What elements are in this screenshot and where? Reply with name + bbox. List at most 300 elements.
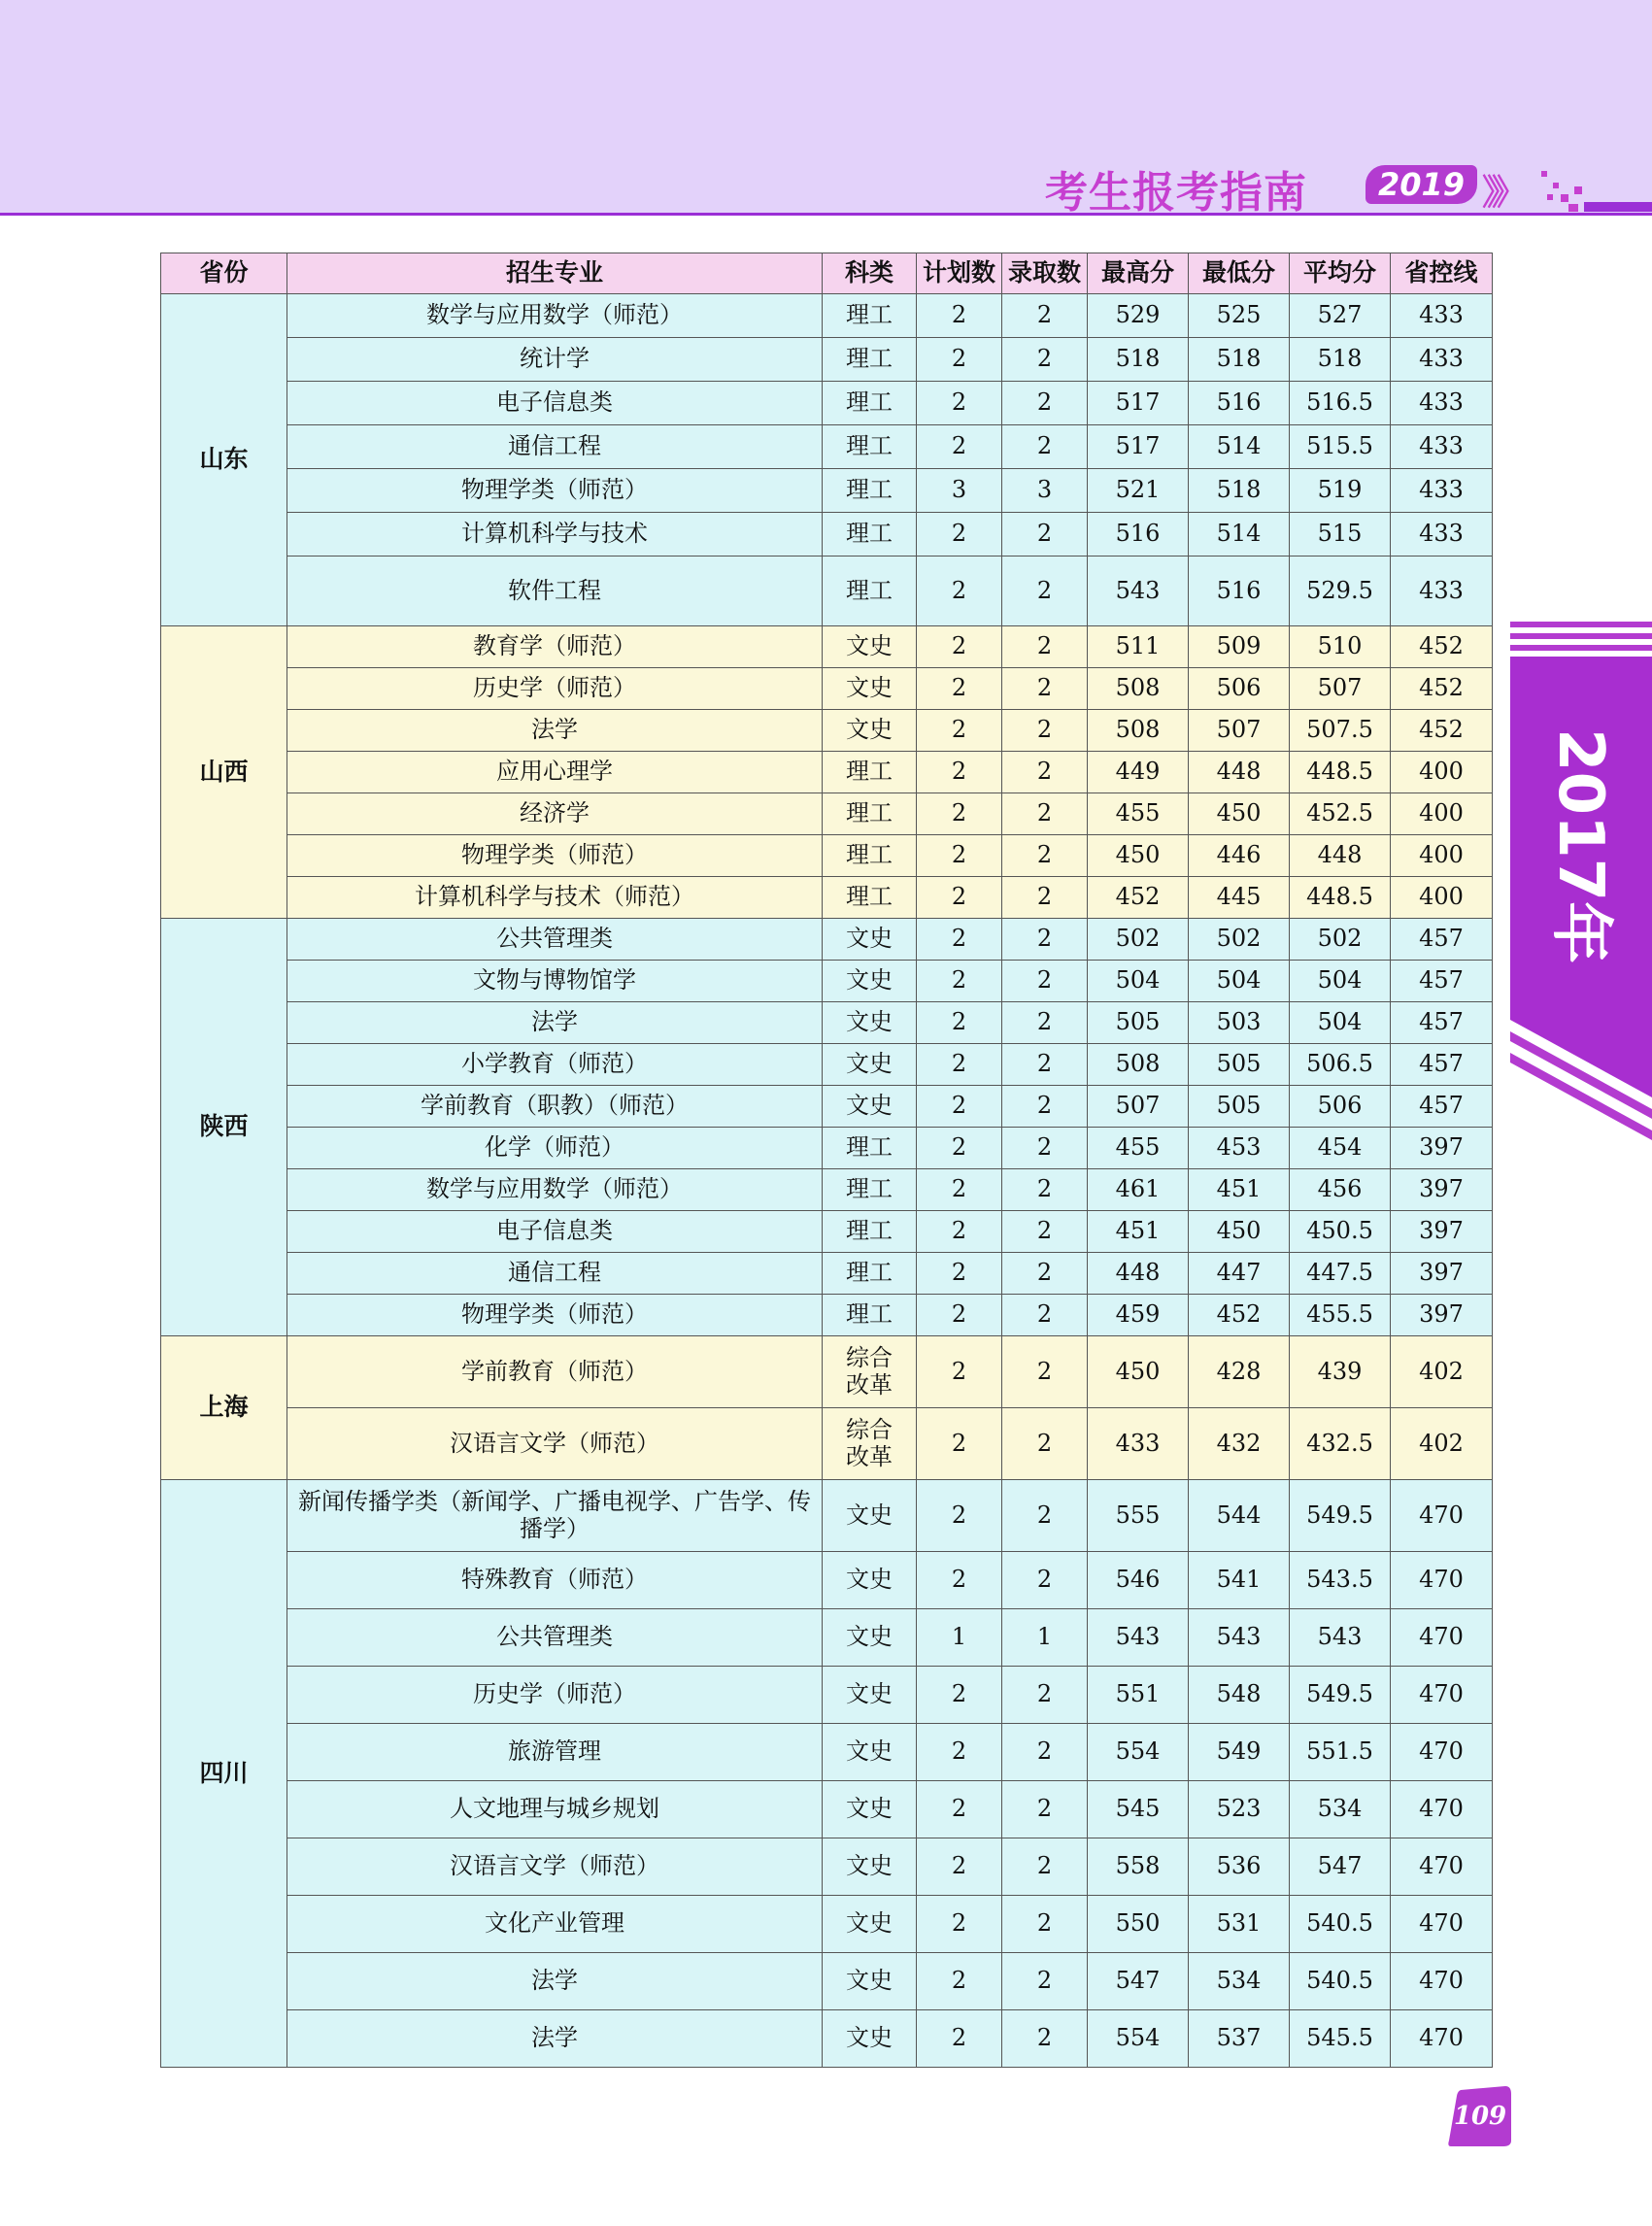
category-cell: 文史 [823,1552,917,1609]
column-header: 最高分 [1088,253,1189,294]
control-cell: 457 [1391,1086,1493,1128]
control-cell: 433 [1391,338,1493,382]
plan-cell: 2 [917,1211,1002,1253]
province-cell: 四川 [161,1480,287,2068]
plan-cell: 2 [917,1002,1002,1044]
min-cell: 537 [1189,2010,1290,2068]
category-cell: 理工 [823,294,917,338]
control-cell: 400 [1391,793,1493,835]
table-row [161,668,1493,710]
max-cell: 455 [1088,1128,1189,1169]
category-cell: 理工 [823,425,917,469]
year-side-tab [1510,622,1652,1175]
max-cell: 543 [1088,1609,1189,1667]
category-cell: 理工 [823,513,917,556]
min-cell: 514 [1189,513,1290,556]
min-cell: 525 [1189,294,1290,338]
max-cell: 521 [1088,469,1189,513]
control-cell: 402 [1391,1336,1493,1408]
plan-cell: 2 [917,877,1002,919]
min-cell: 432 [1189,1408,1290,1480]
plan-cell: 2 [917,626,1002,668]
plan-cell: 2 [917,1781,1002,1838]
major-cell: 汉语言文学（师范） [287,1838,823,1896]
control-cell: 470 [1391,1724,1493,1781]
max-cell: 508 [1088,1044,1189,1086]
plan-cell: 2 [917,2010,1002,2068]
admit-cell: 3 [1002,469,1088,513]
major-cell: 物理学类（师范） [287,835,823,877]
min-cell: 531 [1189,1896,1290,1953]
control-cell: 452 [1391,626,1493,668]
category-cell: 理工 [823,1295,917,1336]
avg-cell: 506.5 [1290,1044,1391,1086]
major-cell: 公共管理类 [287,1609,823,1667]
major-cell: 汉语言文学（师范） [287,1408,823,1480]
admit-cell: 2 [1002,1295,1088,1336]
admit-cell: 2 [1002,1408,1088,1480]
category-cell: 文史 [823,1086,917,1128]
plan-cell: 2 [917,1408,1002,1480]
table-row [161,961,1493,1002]
category-cell: 理工 [823,1169,917,1211]
major-cell: 旅游管理 [287,1724,823,1781]
category-cell: 文史 [823,1480,917,1552]
table-row [161,425,1493,469]
admit-cell: 2 [1002,1169,1088,1211]
min-cell: 504 [1189,961,1290,1002]
province-cell: 上海 [161,1336,287,1480]
avg-cell: 545.5 [1290,2010,1391,2068]
major-cell: 物理学类（师范） [287,469,823,513]
admit-cell: 2 [1002,294,1088,338]
max-cell: 551 [1088,1667,1189,1724]
plan-cell: 2 [917,556,1002,626]
control-cell: 452 [1391,710,1493,752]
category-cell: 理工 [823,556,917,626]
column-header: 省控线 [1391,253,1493,294]
major-cell: 公共管理类 [287,919,823,961]
admit-cell: 2 [1002,425,1088,469]
max-cell: 517 [1088,382,1189,425]
avg-cell: 547 [1290,1838,1391,1896]
plan-cell: 2 [917,1896,1002,1953]
major-cell: 学前教育（职教）（师范） [287,1086,823,1128]
major-cell: 电子信息类 [287,382,823,425]
admit-cell: 2 [1002,1552,1088,1609]
max-cell: 545 [1088,1781,1189,1838]
brand-logo [1045,155,1652,216]
admit-cell: 2 [1002,961,1088,1002]
province-cell: 陕西 [161,919,287,1336]
admit-cell: 2 [1002,513,1088,556]
table-body [161,294,1493,2068]
avg-cell: 515 [1290,513,1391,556]
major-cell: 物理学类（师范） [287,1295,823,1336]
admit-cell: 2 [1002,556,1088,626]
control-cell: 470 [1391,1552,1493,1609]
admit-cell: 2 [1002,877,1088,919]
table-row [161,1408,1493,1480]
table-header-row [161,253,1493,294]
admit-cell: 2 [1002,835,1088,877]
table-row [161,1609,1493,1667]
avg-cell: 540.5 [1290,1953,1391,2010]
table-row [161,556,1493,626]
plan-cell: 2 [917,793,1002,835]
major-cell: 应用心理学 [287,752,823,793]
avg-cell: 543.5 [1290,1552,1391,1609]
table-row [161,710,1493,752]
admit-cell: 2 [1002,1480,1088,1552]
admit-cell: 2 [1002,1211,1088,1253]
max-cell: 550 [1088,1896,1189,1953]
max-cell: 450 [1088,835,1189,877]
control-cell: 433 [1391,294,1493,338]
plan-cell: 2 [917,668,1002,710]
max-cell: 505 [1088,1002,1189,1044]
plan-cell: 2 [917,1480,1002,1552]
major-cell: 通信工程 [287,425,823,469]
control-cell: 452 [1391,668,1493,710]
control-cell: 457 [1391,961,1493,1002]
plan-cell: 2 [917,294,1002,338]
province-cell: 山西 [161,626,287,919]
control-cell: 470 [1391,1781,1493,1838]
major-cell: 特殊教育（师范） [287,1552,823,1609]
category-cell: 综合改革 [823,1336,917,1408]
table-row [161,1253,1493,1295]
admit-cell: 2 [1002,1896,1088,1953]
admit-cell: 2 [1002,1253,1088,1295]
plan-cell: 2 [917,1953,1002,2010]
category-cell: 文史 [823,1667,917,1724]
table-row [161,469,1493,513]
column-header: 平均分 [1290,253,1391,294]
table-row [161,1667,1493,1724]
table-row [161,382,1493,425]
avg-cell: 549.5 [1290,1480,1391,1552]
avg-cell: 455.5 [1290,1295,1391,1336]
table-row [161,752,1493,793]
avg-cell: 529.5 [1290,556,1391,626]
admit-cell: 2 [1002,1838,1088,1896]
admit-cell: 2 [1002,2010,1088,2068]
min-cell: 516 [1189,556,1290,626]
plan-cell: 2 [917,835,1002,877]
min-cell: 447 [1189,1253,1290,1295]
min-cell: 534 [1189,1953,1290,2010]
max-cell: 529 [1088,294,1189,338]
max-cell: 555 [1088,1480,1189,1552]
column-header: 最低分 [1189,253,1290,294]
table-row [161,1336,1493,1408]
max-cell: 554 [1088,2010,1189,2068]
brand-title: 考生报考指南 [1045,168,1307,218]
category-cell: 文史 [823,919,917,961]
avg-cell: 534 [1290,1781,1391,1838]
plan-cell: 2 [917,1044,1002,1086]
control-cell: 433 [1391,425,1493,469]
min-cell: 446 [1189,835,1290,877]
avg-cell: 510 [1290,626,1391,668]
avg-cell: 452.5 [1290,793,1391,835]
plan-cell: 2 [917,513,1002,556]
control-cell: 433 [1391,469,1493,513]
max-cell: 455 [1088,793,1189,835]
control-cell: 470 [1391,1838,1493,1896]
avg-cell: 439 [1290,1336,1391,1408]
control-cell: 397 [1391,1169,1493,1211]
plan-cell: 2 [917,1336,1002,1408]
pixel-deco-icon [1535,161,1652,216]
admit-cell: 2 [1002,1002,1088,1044]
category-cell: 理工 [823,382,917,425]
table-row [161,919,1493,961]
table-row [161,793,1493,835]
min-cell: 544 [1189,1480,1290,1552]
category-cell: 综合改革 [823,1408,917,1480]
avg-cell: 502 [1290,919,1391,961]
table-row [161,1724,1493,1781]
category-cell: 文史 [823,1838,917,1896]
major-cell: 小学教育（师范） [287,1044,823,1086]
max-cell: 508 [1088,710,1189,752]
avg-cell: 450.5 [1290,1211,1391,1253]
max-cell: 433 [1088,1408,1189,1480]
min-cell: 505 [1189,1044,1290,1086]
avg-cell: 448.5 [1290,752,1391,793]
province-cell: 山东 [161,294,287,626]
avg-cell: 504 [1290,961,1391,1002]
plan-cell: 2 [917,1552,1002,1609]
min-cell: 507 [1189,710,1290,752]
admit-cell: 2 [1002,1667,1088,1724]
admit-cell: 2 [1002,1953,1088,2010]
table-row [161,1480,1493,1552]
max-cell: 507 [1088,1086,1189,1128]
max-cell: 558 [1088,1838,1189,1896]
admit-cell: 2 [1002,668,1088,710]
plan-cell: 2 [917,1253,1002,1295]
major-cell: 通信工程 [287,1253,823,1295]
avg-cell: 507 [1290,668,1391,710]
min-cell: 536 [1189,1838,1290,1896]
page-number: 109 [1453,2102,1507,2131]
control-cell: 470 [1391,1896,1493,1953]
category-cell: 文史 [823,1953,917,2010]
max-cell: 518 [1088,338,1189,382]
min-cell: 523 [1189,1781,1290,1838]
major-cell: 软件工程 [287,556,823,626]
major-cell: 教育学（师范） [287,626,823,668]
plan-cell: 2 [917,1128,1002,1169]
control-cell: 470 [1391,1609,1493,1667]
table-row [161,1211,1493,1253]
plan-cell: 2 [917,1169,1002,1211]
control-cell: 397 [1391,1128,1493,1169]
plan-cell: 2 [917,1667,1002,1724]
avg-cell: 515.5 [1290,425,1391,469]
admit-cell: 2 [1002,1781,1088,1838]
major-cell: 历史学（师范） [287,1667,823,1724]
table-row [161,1002,1493,1044]
table-row [161,835,1493,877]
plan-cell: 2 [917,1086,1002,1128]
min-cell: 451 [1189,1169,1290,1211]
major-cell: 计算机科学与技术 [287,513,823,556]
table-row [161,1128,1493,1169]
avg-cell: 549.5 [1290,1667,1391,1724]
control-cell: 397 [1391,1253,1493,1295]
min-cell: 549 [1189,1724,1290,1781]
plan-cell: 2 [917,919,1002,961]
table-row [161,1044,1493,1086]
min-cell: 450 [1189,1211,1290,1253]
avg-cell: 454 [1290,1128,1391,1169]
major-cell: 法学 [287,1953,823,2010]
major-cell: 文物与博物馆学 [287,961,823,1002]
major-cell: 历史学（师范） [287,668,823,710]
control-cell: 397 [1391,1211,1493,1253]
major-cell: 新闻传播学类（新闻学、广播电视学、广告学、传播学） [287,1480,823,1552]
table-row [161,1295,1493,1336]
control-cell: 433 [1391,382,1493,425]
min-cell: 518 [1189,338,1290,382]
control-cell: 470 [1391,1953,1493,2010]
table-row [161,1781,1493,1838]
min-cell: 450 [1189,793,1290,835]
category-cell: 文史 [823,1896,917,1953]
min-cell: 509 [1189,626,1290,668]
admit-cell: 2 [1002,710,1088,752]
admit-cell: 2 [1002,1086,1088,1128]
min-cell: 428 [1189,1336,1290,1408]
major-cell: 学前教育（师范） [287,1336,823,1408]
table-row [161,626,1493,668]
min-cell: 548 [1189,1667,1290,1724]
admit-cell: 2 [1002,626,1088,668]
category-cell: 文史 [823,1002,917,1044]
side-tab-year: 2017年 [1544,728,1616,964]
min-cell: 516 [1189,382,1290,425]
min-cell: 452 [1189,1295,1290,1336]
max-cell: 554 [1088,1724,1189,1781]
min-cell: 503 [1189,1002,1290,1044]
max-cell: 449 [1088,752,1189,793]
max-cell: 448 [1088,1253,1189,1295]
admission-table [160,253,1493,2068]
plan-cell: 2 [917,752,1002,793]
avg-cell: 540.5 [1290,1896,1391,1953]
category-cell: 文史 [823,1724,917,1781]
category-cell: 文史 [823,626,917,668]
category-cell: 文史 [823,961,917,1002]
category-cell: 理工 [823,877,917,919]
control-cell: 433 [1391,513,1493,556]
min-cell: 502 [1189,919,1290,961]
admit-cell: 2 [1002,1336,1088,1408]
plan-cell: 2 [917,1838,1002,1896]
plan-cell: 2 [917,1724,1002,1781]
major-cell: 法学 [287,2010,823,2068]
column-header: 计划数 [917,253,1002,294]
avg-cell: 456 [1290,1169,1391,1211]
admit-cell: 2 [1002,1128,1088,1169]
control-cell: 397 [1391,1295,1493,1336]
max-cell: 511 [1088,626,1189,668]
admit-cell: 2 [1002,1044,1088,1086]
max-cell: 452 [1088,877,1189,919]
brand-arrows-icon: 》》 [1482,173,1520,213]
category-cell: 文史 [823,1044,917,1086]
min-cell: 541 [1189,1552,1290,1609]
max-cell: 543 [1088,556,1189,626]
min-cell: 448 [1189,752,1290,793]
major-cell: 数学与应用数学（师范） [287,294,823,338]
max-cell: 547 [1088,1953,1189,2010]
control-cell: 400 [1391,835,1493,877]
category-cell: 文史 [823,2010,917,2068]
avg-cell: 516.5 [1290,382,1391,425]
min-cell: 445 [1189,877,1290,919]
table-row [161,1896,1493,1953]
avg-cell: 507.5 [1290,710,1391,752]
max-cell: 451 [1088,1211,1189,1253]
admit-cell: 2 [1002,919,1088,961]
max-cell: 504 [1088,961,1189,1002]
category-cell: 理工 [823,835,917,877]
table-row [161,294,1493,338]
control-cell: 457 [1391,1044,1493,1086]
max-cell: 502 [1088,919,1189,961]
avg-cell: 448 [1290,835,1391,877]
major-cell: 法学 [287,1002,823,1044]
table-row [161,1169,1493,1211]
control-cell: 470 [1391,1480,1493,1552]
control-cell: 457 [1391,1002,1493,1044]
brand-year-badge: 2019 [1365,165,1477,204]
column-header: 录取数 [1002,253,1088,294]
min-cell: 506 [1189,668,1290,710]
category-cell: 文史 [823,668,917,710]
column-header: 省份 [161,253,287,294]
avg-cell: 518 [1290,338,1391,382]
major-cell: 统计学 [287,338,823,382]
plan-cell: 1 [917,1609,1002,1667]
admit-cell: 2 [1002,338,1088,382]
table-row [161,1086,1493,1128]
max-cell: 459 [1088,1295,1189,1336]
table-row [161,513,1493,556]
avg-cell: 519 [1290,469,1391,513]
plan-cell: 2 [917,425,1002,469]
admit-cell: 2 [1002,752,1088,793]
plan-cell: 2 [917,338,1002,382]
plan-cell: 2 [917,710,1002,752]
major-cell: 化学（师范） [287,1128,823,1169]
max-cell: 450 [1088,1336,1189,1408]
column-header: 招生专业 [287,253,823,294]
major-cell: 经济学 [287,793,823,835]
control-cell: 400 [1391,877,1493,919]
category-cell: 文史 [823,1781,917,1838]
table-row [161,1552,1493,1609]
table-row [161,1953,1493,2010]
max-cell: 546 [1088,1552,1189,1609]
control-cell: 470 [1391,1667,1493,1724]
max-cell: 516 [1088,513,1189,556]
